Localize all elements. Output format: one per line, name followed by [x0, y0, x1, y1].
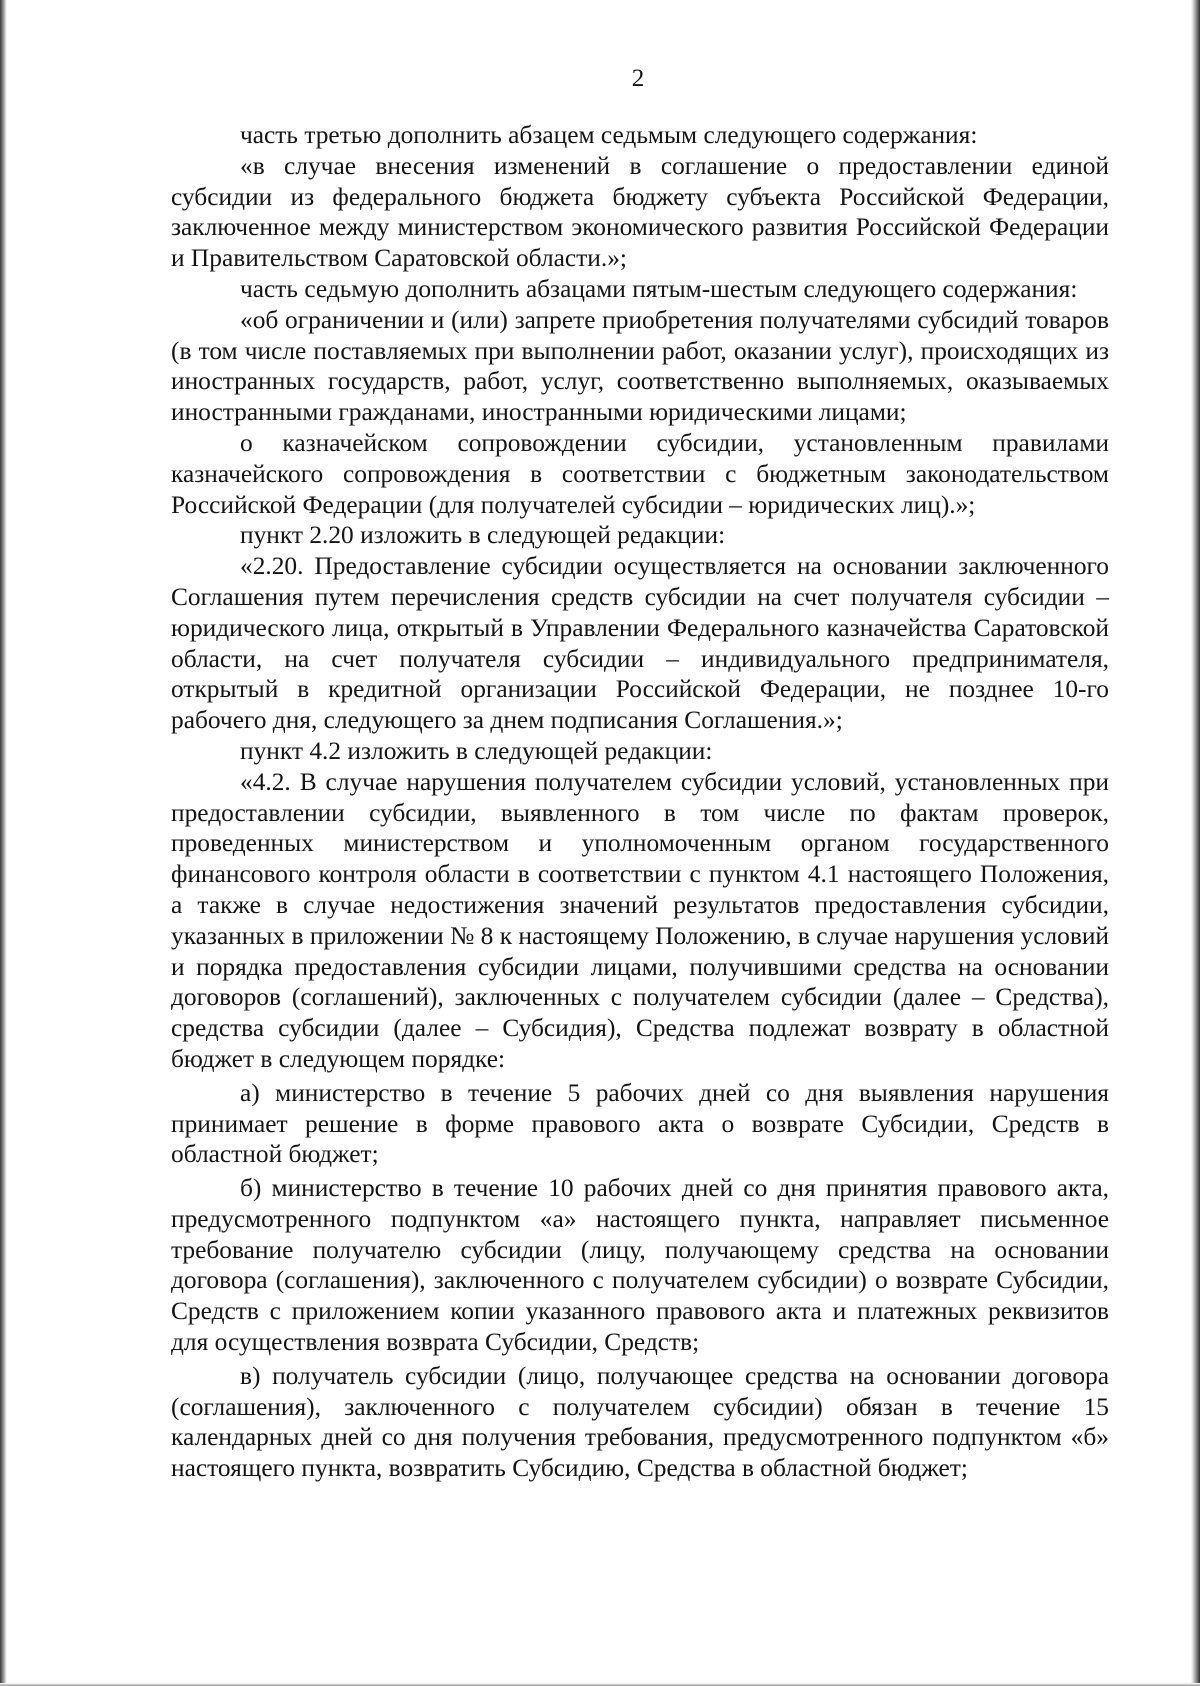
- scan-edge-left: [0, 0, 7, 1686]
- paragraph-12: в) получатель субсидии (лицо, получающее средства на основании договора (соглашения), заключенного с получателем субсидии) обязан в течение 15 календарных дней со дня получения требования, предусмотренного подпунктом «б» настоящего пункта, возвратить Субсидию, Средства в областной бюджет;: [171, 1361, 1109, 1483]
- document-body: [171, 120, 1109, 1484]
- paragraph-4: «об ограничении и (или) запрете приобретения получателями субсидий товаров (в том числе поставляемых при выполнении работ, оказании услуг), происходящих из иностранных государств, работ, услуг, соответственно выполняемых, оказываемых иностранными гражданами, иностранными юридическими лицами;: [171, 305, 1109, 427]
- paragraph-1: часть третью дополнить абзацем седьмым следующего содержания:: [240, 121, 978, 149]
- paragraph-5: о казначейском сопровождении субсидии, установленным правилами казначейского сопровождения в соответствии с бюджетным законодательством Российской Федерации (для получателей субсидии – юридических лиц).»;: [171, 428, 1109, 519]
- paragraph-3: часть седьмую дополнить абзацами пятым-шестым следующего содержания:: [240, 274, 1078, 303]
- paragraph-6: пункт 2.20 изложить в следующей редакции:: [240, 521, 726, 550]
- paragraph-8: пункт 4.2 изложить в следующей редакции:: [240, 736, 713, 765]
- paragraph-11: б) министерство в течение 10 рабочих дней со дня принятия правового акта, предусмотренного подпунктом «а» настоящего пункта, направляет письменное требование получателю субсидии (лицу, получающему средства на основании договора (соглашения), заключенного с получателем субсидии) о возврате Субсидии, Средств с приложением копии указанного правового акта и платежных реквизитов для осуществления возврата Субсидии, Средств;: [171, 1174, 1109, 1357]
- paragraph-10: а) министерство в течение 5 рабочих дней со дня выявления нарушения принимает решение в форме правового акта о возврате Субсидии, Средств в областной бюджет;: [171, 1078, 1109, 1169]
- scan-edge-right: [1191, 0, 1200, 1686]
- paragraph-7: «2.20. Предоставление субсидии осуществляется на основании заключенного Соглашения путем перечисления средств субсидии на счет получателя субсидии – юридического лица, открытый в Управлении Федерального казначейства Саратовской области, на счет получателя субсидии – индивидуального предпринимателя, открытый в кредитной организации Российской Федерации, не позднее 10-го рабочего дня, следующего за днем подписания Соглашения.»;: [171, 552, 1109, 735]
- paragraph-2: «в случае внесения изменений в соглашение о предоставлении единой субсидии из федерального бюджета бюджету субъекта Российской Федерации, заключенное между министерством экономического развития Российской Федерации и Правительством Саратовской области.»;: [171, 151, 1109, 273]
- paragraph-9: «4.2. В случае нарушения получателем субсидии условий, установленных при предоставлении субсидии, выявленного в том числе по фактам проверок, проведенных министерством и уполномоченным органом государственного финансового контроля области в соответствии с пунктом 4.1 настоящего Положения, а также в случае недостижения значений результатов предоставления субсидии, указанных в приложении № 8 к настоящему Положению, в случае нарушения условий и порядка предоставления субсидии лицами, получившими средства на основании договоров (соглашений), заключенных с получателем субсидии (далее – Средства), средства субсидии (далее – Субсидия), Средства подлежат возврату в областной бюджет в следующем порядке:: [171, 767, 1109, 1073]
- page-number: 2: [631, 65, 645, 92]
